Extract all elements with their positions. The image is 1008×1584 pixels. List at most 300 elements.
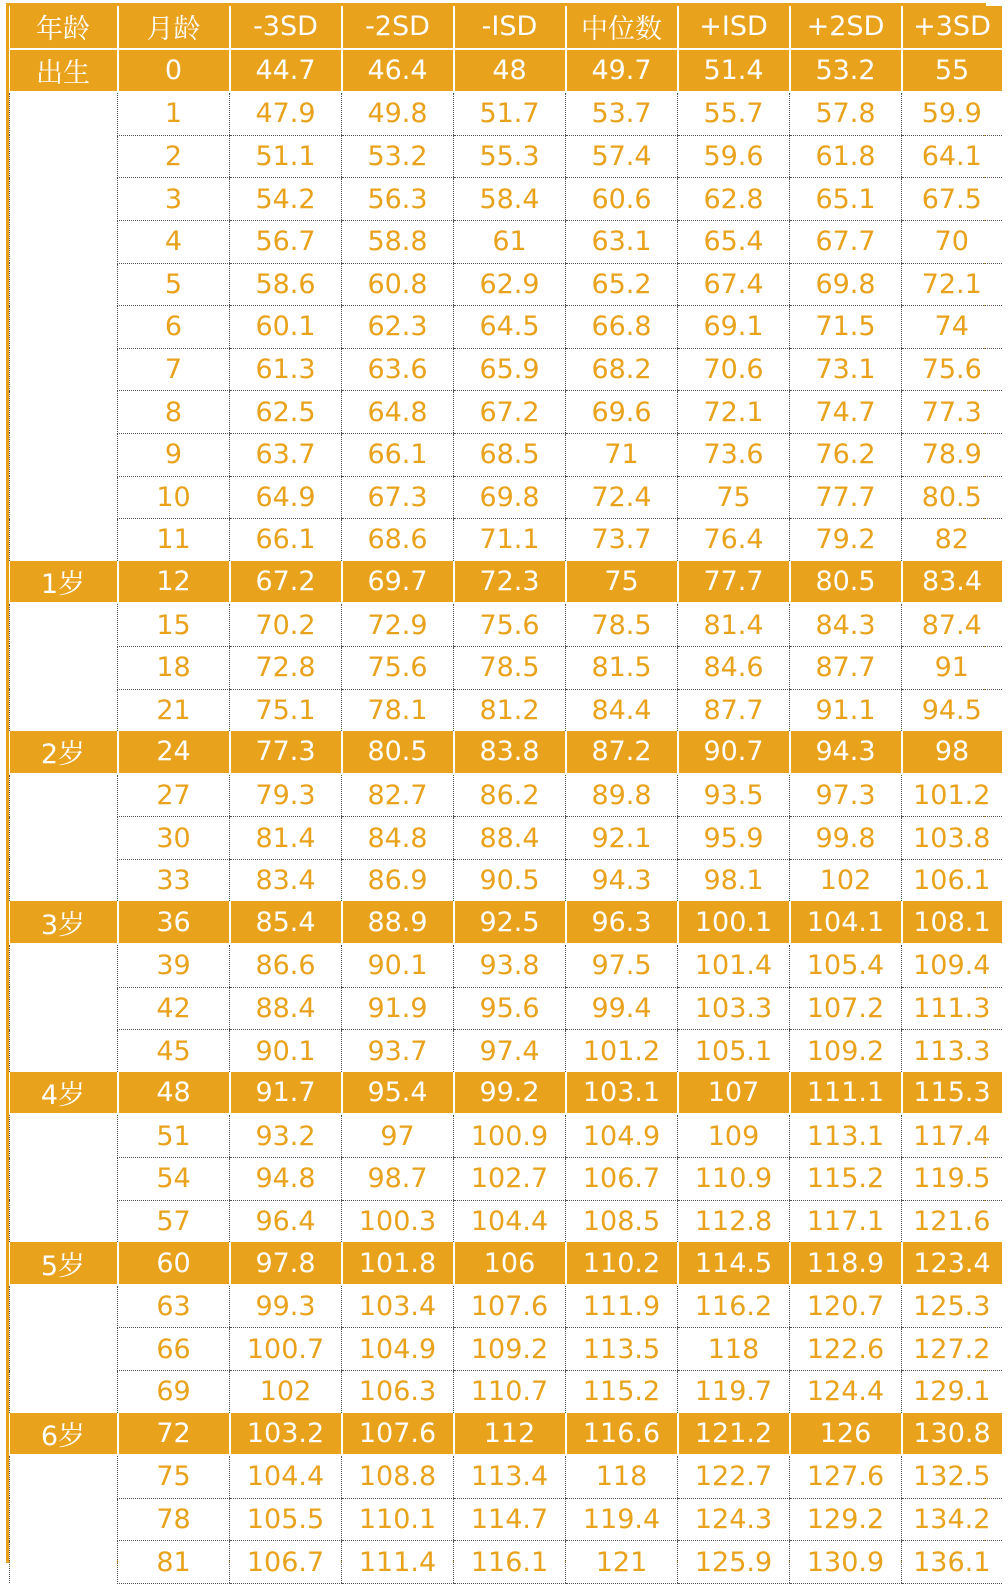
table-row [10,1541,1002,1584]
table-row [10,689,1002,731]
value-cell: 83.8 [454,731,566,774]
value-cell: 60.1 [230,306,342,349]
month-cell: 10 [118,476,230,519]
month-cell: 9 [118,433,230,476]
value-cell: 107 [678,1072,790,1115]
value-cell: 119.7 [678,1371,790,1413]
value-cell: 49.7 [566,49,678,93]
age-cell [10,1030,118,1072]
month-cell: 42 [118,987,230,1030]
value-cell: 76.2 [790,433,902,476]
value-cell: 121 [566,1541,678,1584]
value-cell: 55.3 [454,135,566,178]
month-cell: 8 [118,391,230,434]
header-cell: +3SD [902,6,1002,49]
month-cell: 81 [118,1541,230,1584]
header-cell: -ISD [454,6,566,49]
value-cell: 62.8 [678,178,790,221]
value-cell: 46.4 [342,49,454,93]
value-cell: 115.2 [566,1371,678,1413]
value-cell: 93.7 [342,1030,454,1072]
value-cell: 104.4 [230,1455,342,1498]
value-cell: 100.7 [230,1328,342,1371]
value-cell: 90.7 [678,731,790,774]
value-cell: 94.3 [566,859,678,901]
value-cell: 75.1 [230,689,342,731]
value-cell: 67.7 [790,220,902,263]
age-cell: 6岁 [10,1413,118,1456]
value-cell: 100.3 [342,1200,454,1242]
month-cell: 5 [118,263,230,306]
value-cell: 102 [790,859,902,901]
header-row [10,6,1002,49]
value-cell: 90.5 [454,859,566,901]
value-cell: 87.7 [678,689,790,731]
value-cell: 113.4 [454,1455,566,1498]
value-cell: 109.4 [902,944,1002,987]
value-cell: 68.5 [454,433,566,476]
value-cell: 48 [454,49,566,93]
value-cell: 72.8 [230,646,342,689]
header-cell: 中位数 [566,6,678,49]
value-cell: 44.7 [230,49,342,93]
value-cell: 53.2 [790,49,902,93]
value-cell: 97.4 [454,1030,566,1072]
header-cell: +2SD [790,6,902,49]
value-cell: 84.8 [342,817,454,860]
value-cell: 64.1 [902,135,1002,178]
month-cell: 78 [118,1498,230,1541]
value-cell: 47.9 [230,92,342,135]
value-cell: 99.2 [454,1072,566,1115]
month-cell: 57 [118,1200,230,1242]
value-cell: 81.4 [678,603,790,646]
value-cell: 65.4 [678,220,790,263]
value-cell: 72.3 [454,561,566,604]
value-cell: 81.2 [454,689,566,731]
value-cell: 65.9 [454,348,566,391]
table-row [10,1158,1002,1201]
value-cell: 118 [566,1455,678,1498]
value-cell: 81.5 [566,646,678,689]
value-cell: 75.6 [342,646,454,689]
value-cell: 69.7 [342,561,454,604]
value-cell: 117.1 [790,1200,902,1242]
value-cell: 123.4 [902,1242,1002,1285]
value-cell: 58.8 [342,220,454,263]
value-cell: 118.9 [790,1242,902,1285]
month-cell: 4 [118,220,230,263]
value-cell: 119.5 [902,1158,1002,1201]
value-cell: 92.1 [566,817,678,860]
age-cell [10,817,118,860]
table-row [10,603,1002,646]
value-cell: 58.6 [230,263,342,306]
table-row [10,859,1002,901]
age-cell: 2岁 [10,731,118,774]
value-cell: 84.6 [678,646,790,689]
value-cell: 114.5 [678,1242,790,1285]
value-cell: 83.4 [230,859,342,901]
value-cell: 103.2 [230,1413,342,1456]
value-cell: 76.4 [678,519,790,561]
value-cell: 62.3 [342,306,454,349]
value-cell: 104.4 [454,1200,566,1242]
value-cell: 108.1 [902,901,1002,944]
value-cell: 107.6 [342,1413,454,1456]
month-cell: 48 [118,1072,230,1115]
month-cell: 51 [118,1114,230,1157]
value-cell: 59.6 [678,135,790,178]
value-cell: 71 [566,433,678,476]
value-cell: 53.7 [566,92,678,135]
value-cell: 57.4 [566,135,678,178]
value-cell: 64.9 [230,476,342,519]
value-cell: 126 [790,1413,902,1456]
month-cell: 12 [118,561,230,604]
month-cell: 54 [118,1158,230,1201]
value-cell: 56.3 [342,178,454,221]
value-cell: 80.5 [902,476,1002,519]
value-cell: 91.9 [342,987,454,1030]
value-cell: 72.9 [342,603,454,646]
value-cell: 68.6 [342,519,454,561]
value-cell: 119.4 [566,1498,678,1541]
month-cell: 18 [118,646,230,689]
value-cell: 95.4 [342,1072,454,1115]
age-cell [10,987,118,1030]
value-cell: 125.9 [678,1541,790,1584]
value-cell: 87.7 [790,646,902,689]
value-cell: 64.5 [454,306,566,349]
value-cell: 77.3 [230,731,342,774]
value-cell: 124.3 [678,1498,790,1541]
table-row [10,1114,1002,1157]
value-cell: 103.8 [902,817,1002,860]
value-cell: 109.2 [454,1328,566,1371]
value-cell: 100.1 [678,901,790,944]
milestone-row [10,731,1002,774]
header-cell: -3SD [230,6,342,49]
value-cell: 94.3 [790,731,902,774]
value-cell: 106.3 [342,1371,454,1413]
value-cell: 102.7 [454,1158,566,1201]
age-cell [10,220,118,263]
value-cell: 110.9 [678,1158,790,1201]
value-cell: 100.9 [454,1114,566,1157]
value-cell: 106.7 [230,1541,342,1584]
age-cell [10,859,118,901]
milestone-row [10,901,1002,944]
value-cell: 60.8 [342,263,454,306]
value-cell: 105.5 [230,1498,342,1541]
value-cell: 121.2 [678,1413,790,1456]
age-cell [10,348,118,391]
header-cell: 年龄 [10,6,118,49]
value-cell: 89.8 [566,774,678,817]
value-cell: 73.6 [678,433,790,476]
value-cell: 67.5 [902,178,1002,221]
value-cell: 113.1 [790,1114,902,1157]
table-row [10,774,1002,817]
age-cell [10,1541,118,1584]
value-cell: 98.1 [678,859,790,901]
age-cell [10,1498,118,1541]
month-cell: 0 [118,49,230,93]
value-cell: 101.8 [342,1242,454,1285]
age-cell: 1岁 [10,561,118,604]
value-cell: 60.6 [566,178,678,221]
age-cell [10,519,118,561]
value-cell: 78.9 [902,433,1002,476]
value-cell: 51.4 [678,49,790,93]
value-cell: 75 [566,561,678,604]
value-cell: 80.5 [790,561,902,604]
age-cell: 5岁 [10,1242,118,1285]
value-cell: 108.5 [566,1200,678,1242]
age-cell [10,774,118,817]
value-cell: 102 [230,1371,342,1413]
value-cell: 103.3 [678,987,790,1030]
month-cell: 6 [118,306,230,349]
value-cell: 125.3 [902,1285,1002,1328]
value-cell: 70.6 [678,348,790,391]
age-cell [10,135,118,178]
value-cell: 74 [902,306,1002,349]
value-cell: 115.3 [902,1072,1002,1115]
value-cell: 87.2 [566,731,678,774]
value-cell: 104.9 [342,1328,454,1371]
value-cell: 127.2 [902,1328,1002,1371]
value-cell: 65.2 [566,263,678,306]
month-cell: 1 [118,92,230,135]
value-cell: 106.1 [902,859,1002,901]
value-cell: 51.1 [230,135,342,178]
value-cell: 55.7 [678,92,790,135]
age-cell [10,476,118,519]
value-cell: 118 [678,1328,790,1371]
value-cell: 111.9 [566,1285,678,1328]
value-cell: 78.5 [454,646,566,689]
value-cell: 59.9 [902,92,1002,135]
value-cell: 88.9 [342,901,454,944]
value-cell: 116.6 [566,1413,678,1456]
value-cell: 105.1 [678,1030,790,1072]
value-cell: 67.2 [454,391,566,434]
value-cell: 99.3 [230,1285,342,1328]
value-cell: 113.3 [902,1030,1002,1072]
value-cell: 81.4 [230,817,342,860]
value-cell: 94.5 [902,689,1002,731]
table-row [10,817,1002,860]
month-cell: 7 [118,348,230,391]
value-cell: 104.9 [566,1114,678,1157]
value-cell: 97.3 [790,774,902,817]
table-row [10,1371,1002,1413]
value-cell: 51.7 [454,92,566,135]
milestone-row [10,1242,1002,1285]
value-cell: 75.6 [454,603,566,646]
value-cell: 72.1 [902,263,1002,306]
value-cell: 99.8 [790,817,902,860]
value-cell: 136.1 [902,1541,1002,1584]
value-cell: 84.4 [566,689,678,731]
value-cell: 99.4 [566,987,678,1030]
value-cell: 66.1 [230,519,342,561]
value-cell: 122.7 [678,1455,790,1498]
month-cell: 63 [118,1285,230,1328]
month-cell: 60 [118,1242,230,1285]
value-cell: 72.4 [566,476,678,519]
value-cell: 77.3 [902,391,1002,434]
month-cell: 69 [118,1371,230,1413]
month-cell: 66 [118,1328,230,1371]
table-row [10,135,1002,178]
value-cell: 121.6 [902,1200,1002,1242]
value-cell: 122.6 [790,1328,902,1371]
value-cell: 132.5 [902,1455,1002,1498]
value-cell: 103.1 [566,1072,678,1115]
value-cell: 97.8 [230,1242,342,1285]
value-cell: 69.1 [678,306,790,349]
age-cell [10,178,118,221]
value-cell: 130.8 [902,1413,1002,1456]
table-row [10,519,1002,561]
value-cell: 86.6 [230,944,342,987]
value-cell: 58.4 [454,178,566,221]
value-cell: 95.9 [678,817,790,860]
value-cell: 68.2 [566,348,678,391]
age-cell [10,92,118,135]
month-cell: 2 [118,135,230,178]
value-cell: 104.1 [790,901,902,944]
age-cell: 出生 [10,49,118,93]
header-cell: -2SD [342,6,454,49]
value-cell: 110.7 [454,1371,566,1413]
value-cell: 107.2 [790,987,902,1030]
month-cell: 39 [118,944,230,987]
value-cell: 83.4 [902,561,1002,604]
value-cell: 86.2 [454,774,566,817]
value-cell: 77.7 [790,476,902,519]
value-cell: 61.3 [230,348,342,391]
value-cell: 129.2 [790,1498,902,1541]
table-row [10,1455,1002,1498]
age-cell [10,1455,118,1498]
value-cell: 73.1 [790,348,902,391]
value-cell: 55 [902,49,1002,93]
value-cell: 67.3 [342,476,454,519]
value-cell: 116.2 [678,1285,790,1328]
value-cell: 127.6 [790,1455,902,1498]
age-cell [10,263,118,306]
value-cell: 101.4 [678,944,790,987]
age-cell [10,1114,118,1157]
value-cell: 91.7 [230,1072,342,1115]
table-row [10,391,1002,434]
milestone-row [10,49,1002,93]
age-cell [10,944,118,987]
table-row [10,1200,1002,1242]
value-cell: 117.4 [902,1114,1002,1157]
table-row [10,1285,1002,1328]
value-cell: 134.2 [902,1498,1002,1541]
height-growth-table [9,6,1002,1584]
age-cell [10,1371,118,1413]
value-cell: 110.1 [342,1498,454,1541]
value-cell: 95.6 [454,987,566,1030]
header-cell: 月龄 [118,6,230,49]
value-cell: 53.2 [342,135,454,178]
value-cell: 66.1 [342,433,454,476]
value-cell: 63.1 [566,220,678,263]
value-cell: 73.7 [566,519,678,561]
table-body [10,49,1002,1584]
table-row [10,1498,1002,1541]
value-cell: 110.2 [566,1242,678,1285]
table-row [10,178,1002,221]
value-cell: 93.2 [230,1114,342,1157]
value-cell: 109 [678,1114,790,1157]
value-cell: 71.5 [790,306,902,349]
value-cell: 94.8 [230,1158,342,1201]
month-cell: 27 [118,774,230,817]
value-cell: 92.5 [454,901,566,944]
value-cell: 62.5 [230,391,342,434]
value-cell: 78.1 [342,689,454,731]
age-cell [10,646,118,689]
value-cell: 61 [454,220,566,263]
value-cell: 111.3 [902,987,1002,1030]
value-cell: 115.2 [790,1158,902,1201]
value-cell: 75 [678,476,790,519]
value-cell: 65.1 [790,178,902,221]
table-row [10,1328,1002,1371]
value-cell: 72.1 [678,391,790,434]
age-cell [10,1200,118,1242]
value-cell: 56.7 [230,220,342,263]
value-cell: 103.4 [342,1285,454,1328]
age-cell [10,1285,118,1328]
month-cell: 75 [118,1455,230,1498]
value-cell: 93.8 [454,944,566,987]
value-cell: 88.4 [454,817,566,860]
value-cell: 70 [902,220,1002,263]
value-cell: 64.8 [342,391,454,434]
age-cell [10,689,118,731]
month-cell: 45 [118,1030,230,1072]
month-cell: 15 [118,603,230,646]
age-cell [10,306,118,349]
value-cell: 96.3 [566,901,678,944]
value-cell: 67.2 [230,561,342,604]
table-row [10,433,1002,476]
table-row [10,306,1002,349]
month-cell: 11 [118,519,230,561]
value-cell: 91 [902,646,1002,689]
value-cell: 129.1 [902,1371,1002,1413]
growth-table-frame [6,3,991,1578]
value-cell: 106 [454,1242,566,1285]
value-cell: 111.1 [790,1072,902,1115]
value-cell: 116.1 [454,1541,566,1584]
value-cell: 113.5 [566,1328,678,1371]
value-cell: 114.7 [454,1498,566,1541]
value-cell: 120.7 [790,1285,902,1328]
value-cell: 86.9 [342,859,454,901]
value-cell: 93.5 [678,774,790,817]
milestone-row [10,1413,1002,1456]
